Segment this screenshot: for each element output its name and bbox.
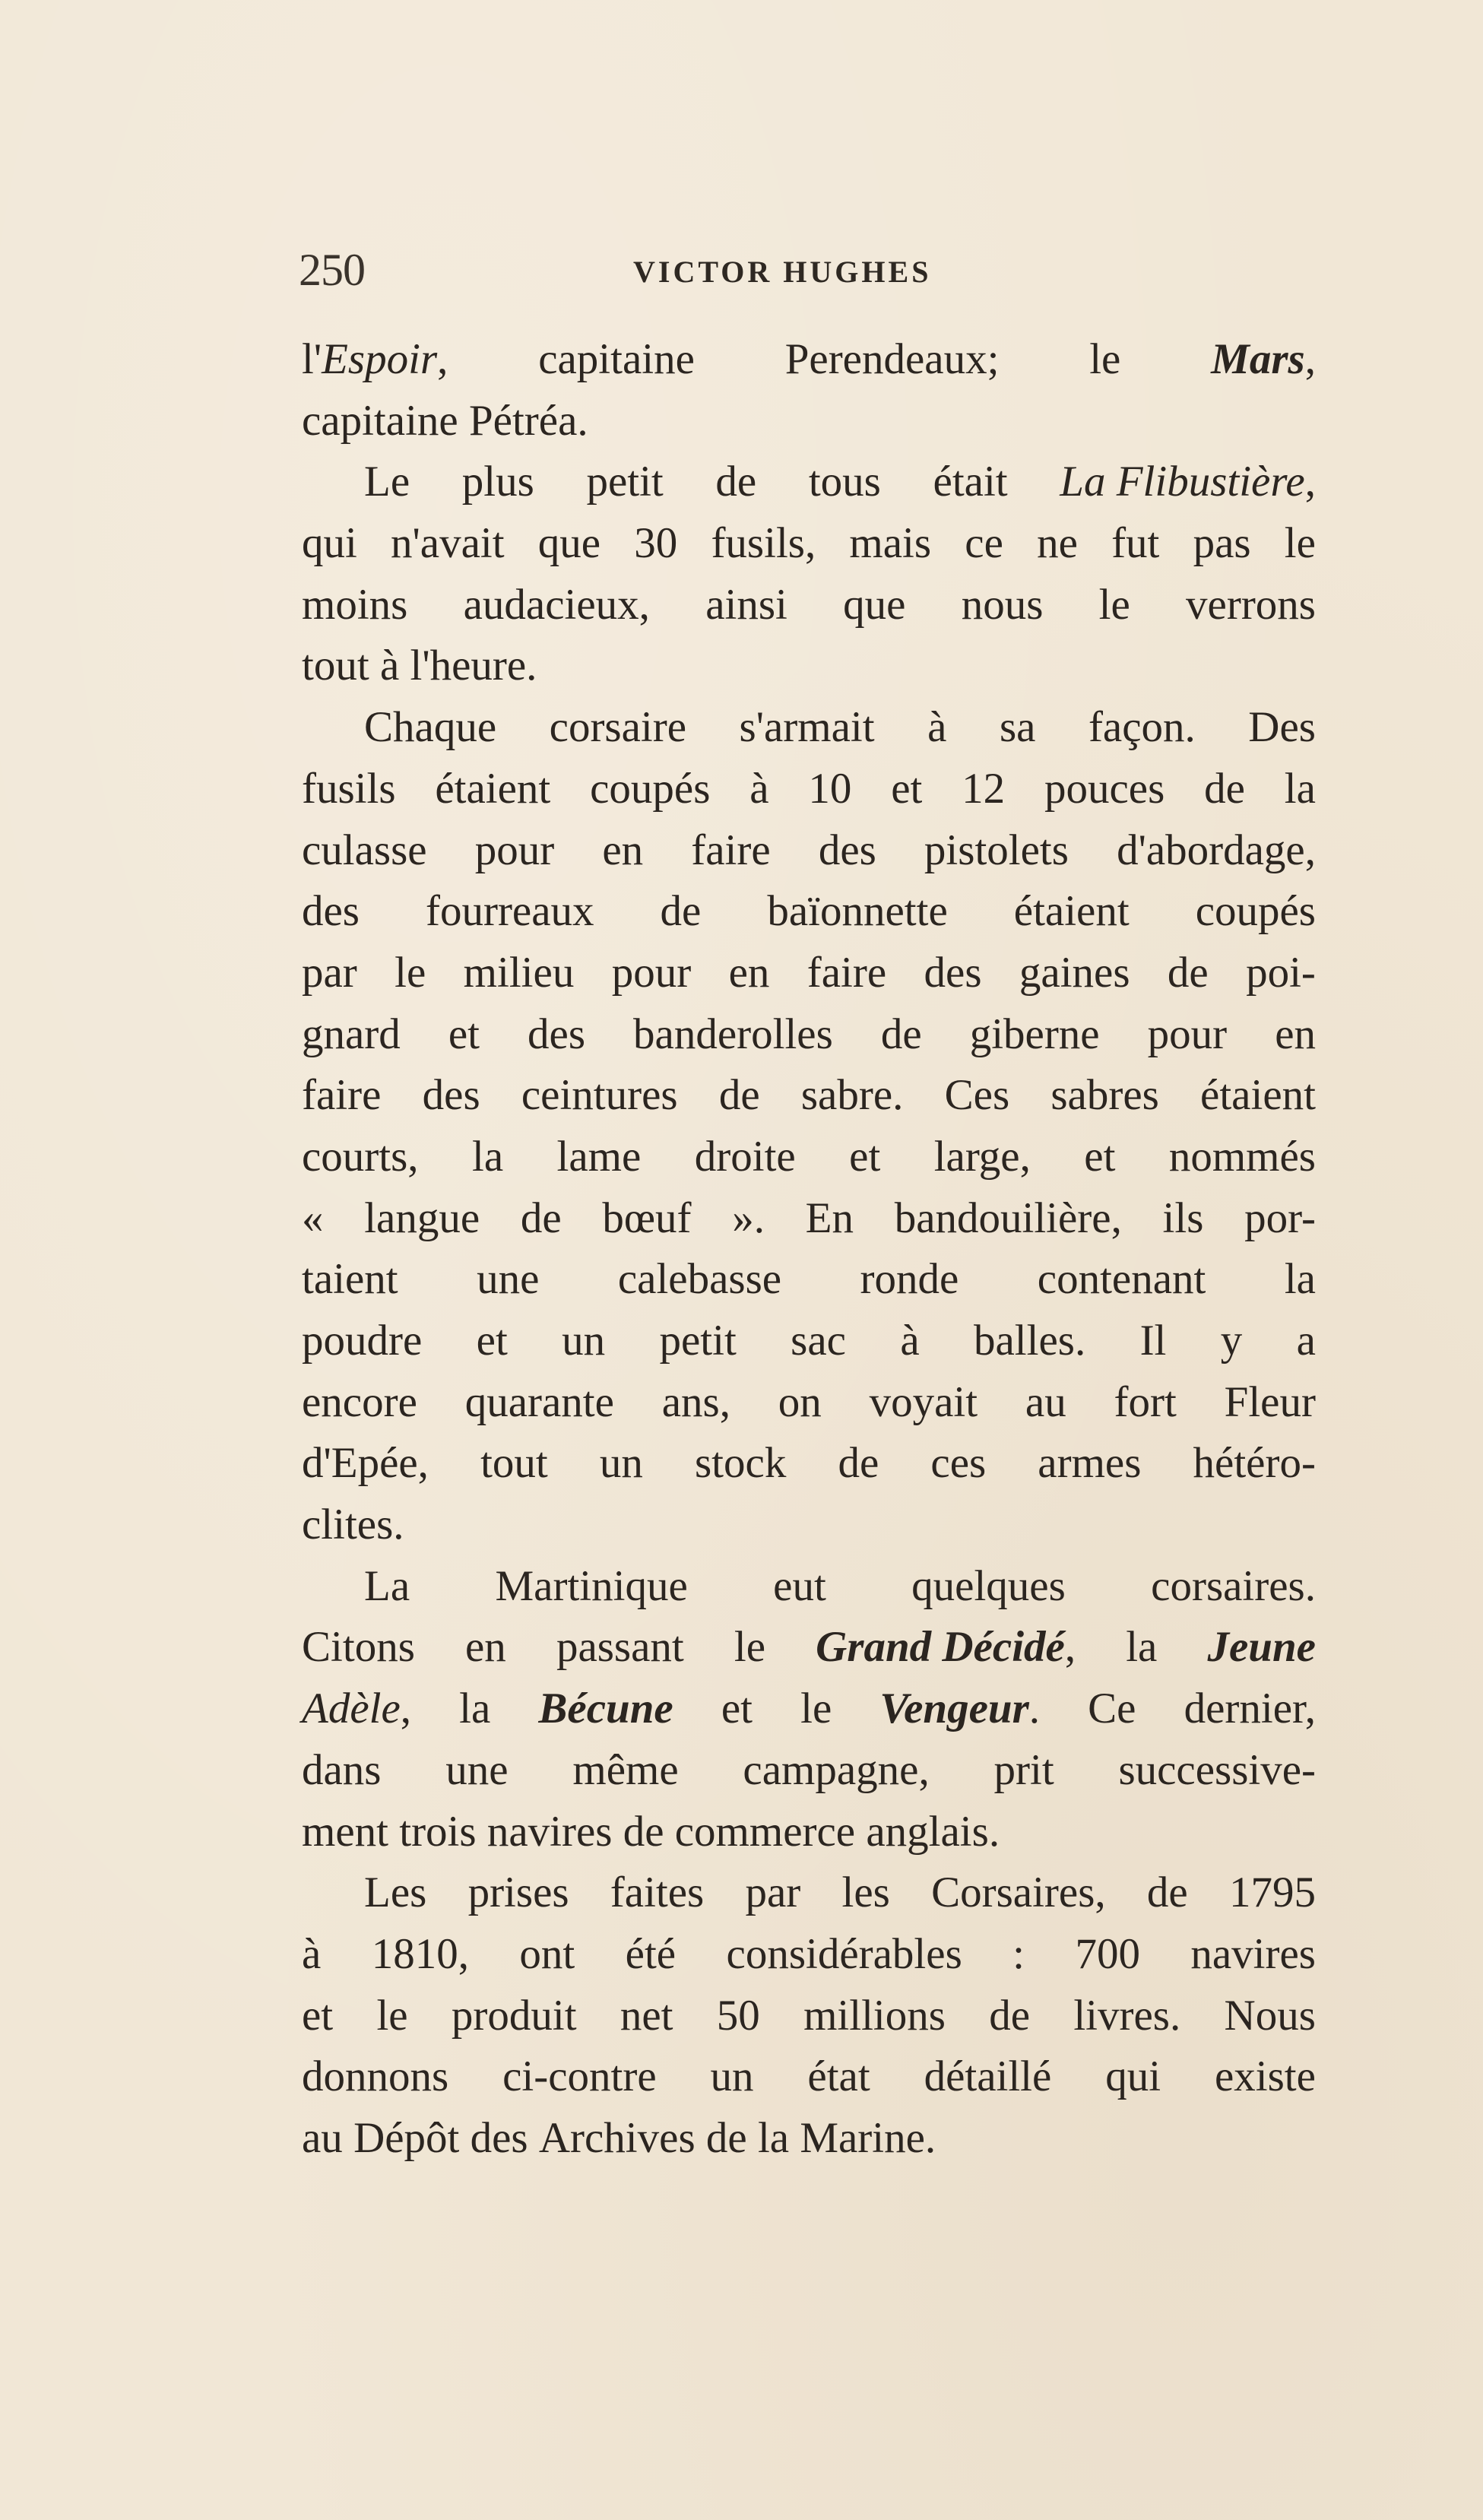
word: façon. <box>1088 703 1196 752</box>
word: Chaque <box>364 703 497 752</box>
word: le <box>1284 519 1316 568</box>
word: des <box>422 1071 480 1120</box>
word: poudre <box>302 1317 423 1365</box>
word: Citons <box>302 1623 415 1672</box>
word: capitaine <box>538 335 695 383</box>
word: sabre. <box>800 1071 904 1120</box>
word: faire <box>302 1071 382 1120</box>
word: nous <box>961 580 1044 629</box>
text-line <box>302 1372 1316 1434</box>
word: moins <box>302 580 408 629</box>
word: Des <box>1248 703 1316 752</box>
text-line <box>302 452 1316 513</box>
word: trois <box>399 1807 477 1856</box>
word: le <box>376 1991 408 2040</box>
word: culasse <box>302 826 427 874</box>
word: le <box>1089 335 1121 383</box>
word: au <box>302 2113 343 2162</box>
word: balles. <box>973 1317 1086 1365</box>
word: fourreaux <box>425 887 594 936</box>
text-line <box>302 1065 1316 1127</box>
word: l'Espoir, <box>302 335 448 383</box>
word: pour <box>1147 1010 1228 1058</box>
word: hétéro- <box>1193 1439 1316 1488</box>
word: on <box>778 1377 822 1426</box>
word: courts, <box>302 1132 419 1181</box>
word: quarante <box>464 1377 614 1426</box>
word: qui <box>1105 2052 1161 2101</box>
word: La <box>364 1561 410 1610</box>
word: petit <box>586 458 664 506</box>
word: contenant <box>1037 1255 1206 1304</box>
word: coupés <box>1195 887 1316 936</box>
word: corsaire <box>549 703 687 752</box>
word: pouces <box>1044 764 1165 813</box>
word: étaient <box>1200 1071 1316 1120</box>
word: qui <box>302 519 357 568</box>
word: de <box>1167 948 1209 997</box>
word: tout <box>302 642 369 690</box>
word: Il <box>1139 1317 1167 1365</box>
word: d'Epée, <box>302 1439 429 1488</box>
word: par <box>745 1869 801 1917</box>
word: à <box>927 703 947 752</box>
word: détaillé <box>924 2052 1052 2101</box>
text-line <box>302 513 1316 575</box>
word: millions <box>803 1991 946 2040</box>
word: pas <box>1193 519 1251 568</box>
word: tout <box>480 1439 548 1488</box>
word: à <box>302 1929 322 1978</box>
text-line <box>302 1433 1316 1495</box>
word: un <box>599 1439 643 1488</box>
word: ils <box>1162 1193 1204 1242</box>
word <box>538 1678 673 1740</box>
text-line <box>302 881 1316 943</box>
word: gnard <box>302 1010 401 1058</box>
word: ces <box>930 1439 987 1488</box>
word: la <box>1126 1623 1158 1672</box>
italic-title: Adèle <box>302 1685 401 1733</box>
text-line <box>302 1188 1316 1250</box>
word: le <box>800 1685 832 1733</box>
word: armes <box>1038 1439 1142 1488</box>
word: Martinique <box>495 1561 688 1610</box>
word: Grand Décidé, <box>816 1623 1076 1672</box>
word: des <box>924 948 982 997</box>
word: et <box>448 1010 480 1058</box>
word: anglais. <box>866 1807 1000 1856</box>
word: et <box>721 1685 753 1733</box>
text-line <box>302 1311 1316 1372</box>
word: ce <box>965 519 1003 568</box>
word: voyait <box>869 1377 978 1426</box>
word: étaient <box>1013 887 1130 936</box>
word: a <box>1296 1317 1316 1365</box>
text-line <box>302 1862 1316 1924</box>
word: de <box>705 2113 747 2162</box>
word: En <box>805 1193 854 1242</box>
text-line <box>302 1556 1316 1618</box>
word: 30 <box>634 519 678 568</box>
italic-title: Mars <box>1211 335 1305 383</box>
word: et <box>1084 1132 1116 1181</box>
word: plus <box>461 458 534 506</box>
word: corsaires. <box>1151 1561 1316 1610</box>
word: passant <box>556 1623 684 1672</box>
word: lame <box>556 1132 642 1181</box>
word: mais <box>849 519 932 568</box>
word: une <box>477 1255 540 1304</box>
word: ment <box>302 1807 388 1856</box>
word: 1810, <box>371 1929 469 1978</box>
word: sabres <box>1050 1071 1159 1120</box>
word: 1795 <box>1228 1869 1316 1917</box>
page-number: 250 <box>299 245 365 295</box>
word: navires <box>1190 1929 1316 1978</box>
word: Les <box>364 1869 427 1917</box>
word: dans <box>302 1745 382 1794</box>
word: ci-contre <box>502 2052 657 2101</box>
word: commerce <box>674 1807 856 1856</box>
word: y <box>1220 1317 1243 1365</box>
word: sa <box>999 703 1036 752</box>
text-line <box>302 1127 1316 1188</box>
word: Adèle, <box>302 1685 412 1733</box>
word: baïonnette <box>767 887 948 936</box>
body-text <box>302 329 1316 2170</box>
word: ceintures <box>521 1071 678 1120</box>
word: et <box>891 764 923 813</box>
word: taient <box>302 1255 398 1304</box>
text-line <box>302 1924 1316 1986</box>
text-line <box>302 1740 1316 1802</box>
text-line <box>302 1249 1316 1311</box>
word: de <box>660 887 702 936</box>
word: de <box>520 1193 562 1242</box>
word: ronde <box>860 1255 959 1304</box>
word: en <box>602 826 644 874</box>
italic-title: Espoir <box>322 335 438 383</box>
word: prises <box>467 1869 569 1917</box>
word: bœuf <box>602 1193 692 1242</box>
text-line <box>302 391 1316 452</box>
word: ». <box>732 1193 765 1242</box>
word: Marine. <box>800 2113 936 2162</box>
word: Dépôt <box>353 2113 460 2162</box>
text-line <box>302 1678 1316 1740</box>
text-line <box>302 2046 1316 2108</box>
text-line <box>302 759 1316 820</box>
word: d'abordage, <box>1117 826 1316 874</box>
word: en <box>728 948 770 997</box>
word: faire <box>806 948 887 997</box>
word: ne <box>1037 519 1078 568</box>
word: en <box>1275 1010 1316 1058</box>
word: Perendeaux; <box>784 335 1000 383</box>
word: Ce <box>1088 1685 1136 1733</box>
word: Mars, <box>1211 335 1316 383</box>
word: que <box>537 519 601 568</box>
word: La Flibustière, <box>1060 458 1316 506</box>
word: pour <box>611 948 692 997</box>
word: le <box>1098 580 1130 629</box>
word: des <box>528 1010 585 1058</box>
word: Vengeur. <box>879 1685 1041 1733</box>
word: milieu <box>463 948 575 997</box>
word: fusils <box>302 764 396 813</box>
word: fusils, <box>711 519 816 568</box>
word: et <box>302 1991 334 2040</box>
word: une <box>445 1745 509 1794</box>
word: considérables <box>726 1929 962 1978</box>
word: tous <box>808 458 881 506</box>
word: ans, <box>661 1377 730 1426</box>
word: les <box>841 1869 890 1917</box>
text-line <box>302 1495 1316 1556</box>
word: ainsi <box>705 580 787 629</box>
word: 50 <box>716 1991 760 2040</box>
word: « <box>302 1193 324 1242</box>
word: 10 <box>808 764 852 813</box>
word: n'avait <box>391 519 505 568</box>
word: la <box>459 1685 491 1733</box>
word: la <box>471 1132 504 1181</box>
word: Le <box>364 458 410 506</box>
word: et <box>849 1132 881 1181</box>
word: pour <box>474 826 555 874</box>
word: poi- <box>1246 948 1316 997</box>
word: stock <box>695 1439 787 1488</box>
text-line <box>302 1802 1316 1863</box>
word: à <box>749 764 769 813</box>
word: 700 <box>1075 1929 1140 1978</box>
word: navires <box>486 1807 613 1856</box>
word: de <box>880 1010 922 1058</box>
text-line <box>302 636 1316 697</box>
text-line <box>302 575 1316 636</box>
word: un <box>710 2052 754 2101</box>
word: la <box>757 2113 790 2162</box>
word: petit <box>659 1317 737 1365</box>
word: Fleur <box>1224 1377 1316 1426</box>
word: la <box>1284 1255 1316 1304</box>
word: état <box>807 2052 870 2101</box>
running-head <box>299 239 1325 300</box>
word: livres. <box>1073 1991 1181 2040</box>
italic-title: Jeune <box>1207 1623 1316 1672</box>
word: de <box>623 1807 664 1856</box>
text-line <box>302 1986 1316 2047</box>
word: clites. <box>302 1501 404 1549</box>
word: sac <box>791 1317 846 1365</box>
word: la <box>1284 764 1316 813</box>
word: faites <box>610 1869 705 1917</box>
word: large, <box>933 1132 1031 1181</box>
word: por- <box>1244 1193 1316 1242</box>
text-line <box>302 697 1316 759</box>
word: le <box>734 1623 766 1672</box>
word: existe <box>1214 2052 1316 2101</box>
word: dernier, <box>1184 1685 1316 1733</box>
word: calebasse <box>617 1255 782 1304</box>
text-line <box>302 943 1316 1004</box>
word: de <box>838 1439 879 1488</box>
word: et <box>476 1317 508 1365</box>
italic-title: La Flibustière <box>1060 458 1305 506</box>
word: eut <box>773 1561 826 1610</box>
word: langue <box>364 1193 480 1242</box>
italic-title: Grand Décidé <box>816 1623 1065 1672</box>
word: faire <box>691 826 771 874</box>
text-line <box>302 1617 1316 1678</box>
running-title: VICTOR HUGHES <box>633 255 932 289</box>
word: audacieux, <box>463 580 650 629</box>
word: été <box>625 1929 677 1978</box>
word: pistolets <box>924 826 1069 874</box>
word: l'heure. <box>410 642 537 690</box>
word: le <box>395 948 426 997</box>
word: Ces <box>944 1071 1010 1120</box>
word: des <box>470 2113 528 2162</box>
word: de <box>715 458 757 506</box>
word: bandouilière, <box>894 1193 1122 1242</box>
word: Archives <box>538 2113 696 2162</box>
word: au <box>1025 1377 1066 1426</box>
word: étaient <box>435 764 551 813</box>
word: Corsaires, <box>931 1869 1106 1917</box>
word: s'armait <box>739 703 875 752</box>
word: giberne <box>969 1010 1100 1058</box>
word: de <box>989 1991 1031 2040</box>
text-line <box>302 820 1316 882</box>
text-line <box>302 1004 1316 1066</box>
word: encore <box>302 1377 417 1426</box>
word: campagne, <box>743 1745 930 1794</box>
word: par <box>302 948 357 997</box>
word: : <box>1012 1929 1025 1978</box>
word <box>1207 1617 1316 1678</box>
word: droite <box>694 1132 796 1181</box>
word: nommés <box>1168 1132 1316 1181</box>
word: fut <box>1111 519 1160 568</box>
word: capitaine <box>302 396 458 445</box>
word: quelques <box>911 1561 1066 1610</box>
word: 12 <box>962 764 1006 813</box>
word: en <box>465 1623 506 1672</box>
word: de <box>1204 764 1245 813</box>
word: de <box>1146 1869 1188 1917</box>
word: gaines <box>1019 948 1130 997</box>
word: même <box>572 1745 679 1794</box>
word: ont <box>519 1929 575 1978</box>
word: donnons <box>302 2052 449 2101</box>
word: que <box>843 580 906 629</box>
word: Pétréa. <box>468 396 588 445</box>
word: Nous <box>1224 1991 1316 2040</box>
word: fort <box>1114 1377 1177 1426</box>
word: de <box>718 1071 760 1120</box>
word: successive- <box>1118 1745 1316 1794</box>
word: produit <box>451 1991 577 2040</box>
word: banderolles <box>633 1010 833 1058</box>
italic-title: Vengeur <box>879 1685 1029 1733</box>
word: des <box>818 826 876 874</box>
word: était <box>933 458 1008 506</box>
word: net <box>620 1991 673 2040</box>
word: des <box>302 887 360 936</box>
word: prit <box>993 1745 1054 1794</box>
word: à <box>379 642 400 690</box>
italic-title: Bécune <box>538 1685 673 1733</box>
word: verrons <box>1186 580 1316 629</box>
text-line <box>302 329 1316 391</box>
word: à <box>900 1317 920 1365</box>
text-line <box>302 2108 1316 2170</box>
word: un <box>562 1317 606 1365</box>
word: coupés <box>590 764 711 813</box>
